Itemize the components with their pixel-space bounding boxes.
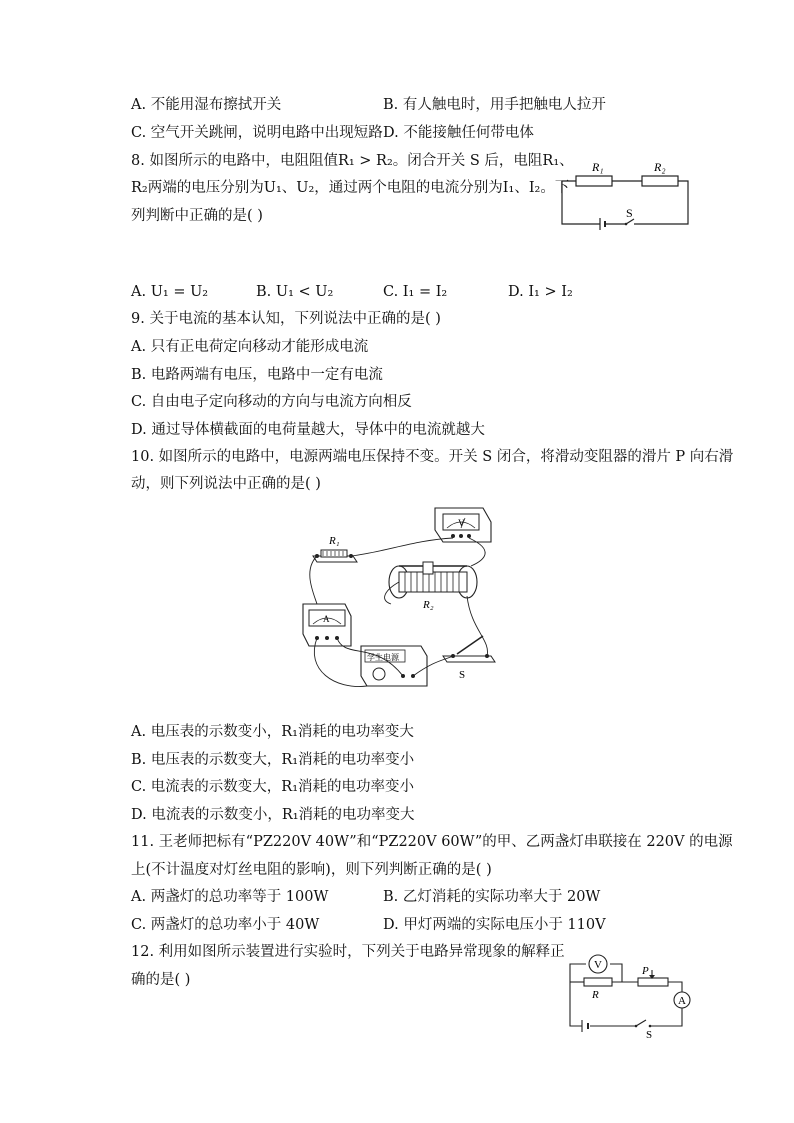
q12-resistor-label: R: [592, 989, 599, 1001]
q12-resistor-r: [584, 978, 612, 986]
q11-option-d: D. 甲灯两端的实际电压小于 110V: [383, 917, 606, 933]
q10-voltmeter: [435, 508, 491, 542]
q8-stem-line2: R₂两端的电压分别为U₁、U₂，通过两个电阻的电流分别为I₁、I₂。下: [131, 180, 570, 196]
q8-option-d: D. I₁ > I₂: [508, 284, 573, 300]
q11-option-a: A. 两盏灯的总功率等于 100W: [131, 889, 329, 905]
q10-switch: [443, 636, 495, 681]
q8-option-b: B. U₁ < U₂: [256, 284, 334, 300]
q9-option-b: B. 电路两端有电压，电路中一定有电流: [131, 367, 383, 383]
q8-stem-line3: 列判断中正确的是( ): [131, 208, 263, 224]
q10-ammeter-label: A: [323, 614, 330, 624]
q10-stem-line2: 动，则下列说法中正确的是( ): [131, 476, 321, 492]
q9-option-a: A. 只有正电荷定向移动才能形成电流: [131, 339, 369, 355]
q10-r2-label: R₂: [423, 599, 434, 611]
q7-option-d: D. 不能接触任何带电体: [383, 125, 534, 141]
q12-switch-label: S: [646, 1029, 653, 1038]
q10-voltmeter-label: V: [458, 518, 465, 528]
q12-stem-line1: 12. 利用如图所示装置进行实验时，下列关于电路异常现象的解释正: [131, 944, 565, 960]
q8-stem-line1: 8. 如图所示的电路中，电阻阻值R₁ > R₂。闭合开关 S 后，电阻R₁、: [131, 153, 574, 169]
q8-switch-label: S: [626, 206, 633, 220]
q10-apparatus-diagram: [295, 500, 505, 692]
q10-switch-label: S: [459, 669, 466, 681]
q7-option-a: A. 不能用湿布擦拭开关: [131, 97, 282, 113]
q12-rheostat: [638, 978, 668, 986]
q12-slider-label: P: [642, 965, 649, 977]
q10-option-c: C. 电流表的示数变大，R₁消耗的电功率变小: [131, 779, 415, 795]
q11-option-c: C. 两盏灯的总功率小于 40W: [131, 917, 320, 933]
q8-option-c: C. I₁ = I₂: [383, 284, 448, 300]
q10-option-d: D. 电流表的示数变小，R₁消耗的电功率变大: [131, 807, 415, 823]
q10-r1-resistor: [313, 535, 357, 562]
q9-option-d: D. 通过导体横截面的电荷量越大，导体中的电流就越大: [131, 422, 485, 438]
q10-power-supply-label: 学生电源: [367, 653, 399, 662]
q10-rheostat-r2: [389, 562, 477, 611]
q10-r1-label: R₁: [329, 535, 340, 547]
q11-option-b: B. 乙灯消耗的实际功率大于 20W: [383, 889, 601, 905]
q8-r1-label: R₁: [592, 160, 604, 174]
q8-r2-label: R₂: [654, 160, 666, 174]
q9-stem: 9. 关于电流的基本认知，下列说法中正确的是( ): [131, 311, 441, 327]
q11-stem-line1: 11. 王老师把标有“PZ220V 40W”和“PZ220V 60W”的甲、乙两盏灯串联接在 220V 的电源: [131, 834, 733, 850]
q12-ammeter-label: A: [678, 995, 686, 1007]
q9-option-c: C. 自由电子定向移动的方向与电流方向相反: [131, 394, 412, 410]
q7-option-b: B. 有人触电时，用手把触电人拉开: [383, 97, 606, 113]
q12-circuit-diagram: [566, 950, 692, 1038]
q11-stem-line2: 上(不计温度对灯丝电阻的影响)，则下列判断正确的是( ): [131, 862, 492, 878]
q12-voltmeter-label: V: [594, 959, 602, 971]
q10-option-b: B. 电压表的示数变大，R₁消耗的电功率变小: [131, 752, 415, 768]
q8-circuit-diagram: [556, 156, 696, 232]
q7-option-c: C. 空气开关跳闸，说明电路中出现短路: [131, 125, 383, 141]
q8-option-a: A. U₁ = U₂: [131, 284, 209, 300]
q8-r2-resistor: [642, 176, 678, 186]
q8-r1-resistor: [576, 176, 612, 186]
q10-stem-line1: 10. 如图所示的电路中，电源两端电压保持不变。开关 S 闭合，将滑动变阻器的滑片 P 向右滑: [131, 449, 734, 465]
q12-switch: [636, 1020, 646, 1026]
q10-ammeter: [303, 604, 351, 646]
q10-option-a: A. 电压表的示数变小，R₁消耗的电功率变大: [131, 724, 414, 740]
q12-stem-line2: 确的是( ): [131, 972, 191, 988]
